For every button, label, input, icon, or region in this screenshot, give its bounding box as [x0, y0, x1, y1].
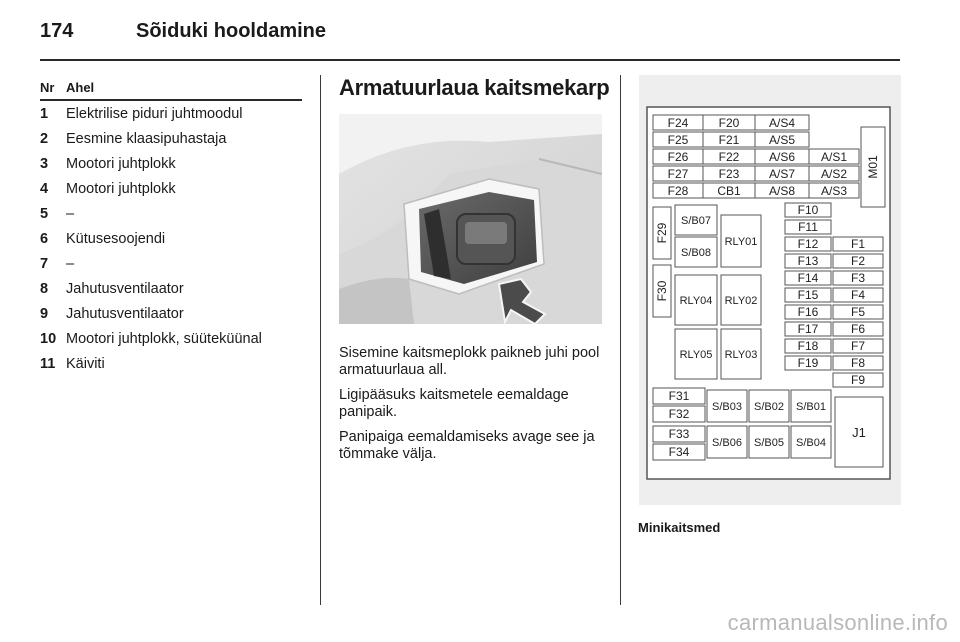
fuse-label: A/S1	[820, 150, 848, 164]
row-nr: 7	[40, 255, 49, 272]
row-nr: 2	[40, 130, 49, 147]
fuse-label: S/B06	[712, 437, 742, 449]
fuse-label: F24	[667, 116, 689, 130]
fuse-label: A/S6	[768, 150, 796, 164]
fuse-label: F9	[850, 373, 866, 387]
row-nr: 9	[40, 305, 49, 322]
fuse-label: F19	[797, 356, 819, 370]
paragraph: Sisemine kaitsmeplokk paikneb juhi pool armatuurlaua all.	[339, 345, 600, 378]
fuse-label: RLY02	[724, 295, 758, 307]
fuse-label: F20	[718, 116, 740, 130]
fuse-label: S/B01	[796, 401, 826, 413]
table-row	[40, 226, 302, 251]
fuse-label: F25	[667, 133, 689, 147]
fuse-label: F27	[667, 167, 689, 181]
row-ahel: Eesmine klaasipuhastaja	[66, 130, 227, 147]
section-fuse-box	[339, 75, 610, 471]
page-title: Sõiduki hooldamine	[136, 20, 327, 42]
row-nr: 6	[40, 230, 49, 247]
row-ahel: Mootori juhtplokk	[66, 180, 176, 197]
fuse-label: A/S3	[820, 184, 848, 198]
watermark: carmanualsonline.info	[727, 610, 948, 635]
fuse-label: RLY05	[679, 349, 713, 361]
fuse-label: F6	[850, 322, 866, 336]
section-title: Armatuurlaua kaitsmekarp	[339, 75, 610, 100]
fuse-label: F3	[850, 271, 866, 285]
fuse-label: M01	[866, 155, 880, 179]
fuse-label: F2	[850, 254, 866, 268]
fuse-label: S/B08	[681, 247, 711, 259]
table-row	[40, 251, 302, 276]
fuse-label: F26	[667, 150, 689, 164]
fuse-label: F31	[668, 389, 690, 403]
row-ahel: –	[66, 255, 75, 272]
row-nr: 8	[40, 280, 49, 297]
fuse-label: RLY03	[724, 349, 758, 361]
column-divider-right	[620, 75, 621, 605]
header-nr: Nr	[40, 80, 55, 95]
fuse-label: F16	[797, 305, 819, 319]
fuse-label: A/S2	[820, 167, 848, 181]
circuit-table	[40, 80, 302, 376]
fuse-diagram-svg	[639, 75, 901, 505]
table-row	[40, 201, 302, 226]
table-row	[40, 176, 302, 201]
fuse-label: A/S8	[768, 184, 796, 198]
fuse-label: RLY04	[679, 295, 713, 307]
fuse-label: A/S4	[768, 116, 796, 130]
fuse-label: A/S5	[768, 133, 796, 147]
figure-caption: Minikaitsmed	[638, 520, 721, 535]
fuse-label: F1	[850, 237, 866, 251]
fuse-label: S/B02	[754, 401, 784, 413]
fuse-label: F30	[655, 280, 669, 302]
row-nr: 11	[40, 355, 56, 372]
table-row	[40, 351, 302, 376]
fuse-label: S/B03	[712, 401, 742, 413]
fuse-label: A/S7	[768, 167, 796, 181]
table-row	[40, 151, 302, 176]
row-ahel: Käiviti	[66, 355, 105, 372]
fuse-label: F13	[797, 254, 819, 268]
fuse-label: CB1	[717, 184, 741, 198]
fuse-label: S/B04	[796, 437, 826, 449]
row-nr: 1	[40, 105, 49, 122]
table-row	[40, 326, 302, 351]
row-nr: 4	[40, 180, 49, 197]
paragraph: Ligipääsuks kaitsmetele eemaldage panipaik.	[339, 387, 569, 420]
header-ahel: Ahel	[66, 80, 95, 95]
section-text	[339, 345, 604, 463]
table-row	[40, 276, 302, 301]
page-number: 174	[40, 20, 74, 42]
column-divider-left	[320, 75, 321, 605]
fuse-label: F14	[797, 271, 819, 285]
table-row	[40, 101, 302, 126]
row-ahel: –	[66, 205, 75, 222]
fuse-label: RLY01	[724, 236, 758, 248]
fuse-label: F18	[797, 339, 819, 353]
fuse-label: S/B05	[754, 437, 784, 449]
fuse-label: J1	[852, 425, 866, 440]
row-nr: 5	[40, 205, 49, 222]
fuse-label: F22	[718, 150, 740, 164]
fuse-label: F7	[850, 339, 866, 353]
row-ahel: Jahutusventilaator	[66, 305, 184, 322]
row-ahel: Jahutusventilaator	[66, 280, 184, 297]
row-ahel: Mootori juhtplokk	[66, 155, 176, 172]
fuse-label: F15	[797, 288, 819, 302]
fuse-label: F17	[797, 322, 819, 336]
paragraph: Panipaiga eemaldamiseks avage see ja tõmmake välja.	[339, 429, 595, 462]
fuse-label: F29	[655, 222, 669, 244]
fuse-label: F5	[850, 305, 866, 319]
fuse-label: F23	[718, 167, 740, 181]
table-header	[40, 80, 302, 101]
row-ahel: Mootori juhtplokk, süüteküünal	[66, 330, 262, 347]
fuse-label: F21	[718, 133, 740, 147]
fuse-label: F12	[797, 237, 819, 251]
fuse-label: F4	[850, 288, 866, 302]
fuse-label: S/B07	[681, 215, 711, 227]
row-nr: 10	[40, 330, 57, 347]
page-header	[40, 20, 326, 43]
table-row	[40, 301, 302, 326]
dashboard-photo	[339, 114, 602, 324]
fuse-label: F8	[850, 356, 866, 370]
fuse-label: F11	[798, 220, 818, 234]
fuse-box-diagram	[639, 75, 901, 505]
fuse-label: F10	[797, 203, 819, 217]
table-row	[40, 126, 302, 151]
fuse-label: F33	[668, 427, 690, 441]
fuse-label: F32	[668, 407, 690, 421]
row-ahel: Elektrilise piduri juhtmoodul	[66, 105, 243, 122]
fuse-label: F34	[668, 445, 690, 459]
row-ahel: Kütusesoojendi	[66, 230, 166, 247]
fuse-label: F28	[667, 184, 689, 198]
header-rule	[40, 59, 900, 61]
row-nr: 3	[40, 155, 49, 172]
